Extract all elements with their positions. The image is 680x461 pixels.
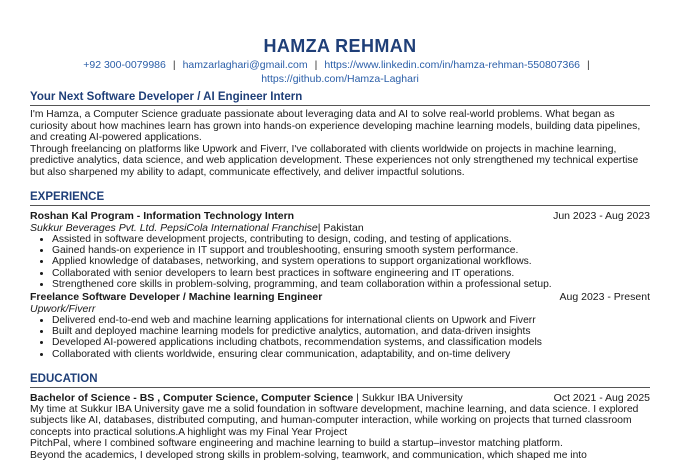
list-item: • Applied knowledge of databases, networking, and system operations to support organizational workflows. — [52, 256, 650, 267]
degree: Bachelor of Science - BS , Computer Science, Computer Science — [30, 391, 354, 404]
linkedin-link[interactable]: https://www.linkedin.com/in/hamza-rehman-550807366 — [324, 59, 581, 71]
candidate-name: HAMZA REHMAN — [263, 36, 417, 56]
education-title: EDUCATION — [30, 372, 650, 388]
list-item: • Gained hands-on experience in IT support and troubleshooting, ensuring smooth system performance. — [52, 245, 650, 256]
headline-title: Your Next Software Developer / AI Engineer Intern — [30, 90, 650, 106]
email-link[interactable]: hamzarlaghari@gmail.com — [182, 59, 308, 71]
education-entry — [30, 392, 650, 461]
job-org: Upwork/Fiverr — [30, 303, 96, 316]
list-item: • Collaborated with clients worldwide, ensuring clear communication, adaptability, and on-time delivery — [52, 349, 650, 360]
summary — [30, 109, 650, 178]
list-item: • Assisted in software development projects, contributing to design, coding, and testing of applications. — [52, 234, 650, 245]
separator: | — [172, 59, 176, 71]
education-paragraph: PitchPal, where I combined software engineering and machine learning to build a startup–investor matching platform. — [30, 438, 563, 450]
job-role: Roshan Kal Program - Information Technology Intern — [30, 210, 295, 222]
summary-paragraph: I'm Hamza, a Computer Science graduate passionate about leveraging data and AI to solve real-world problems. What began as curiosity about how machines learn has grown into hands-on experience developing machine learning models, building data pipelines, and creating AI-powered applications. — [30, 109, 641, 143]
job-bullets — [30, 234, 650, 290]
education-description — [30, 404, 650, 461]
separator: | — [314, 59, 318, 71]
summary-paragraph: Through freelancing on platforms like Upwork and Fiverr, I've collaborated with clients worldwide on projects in machine learning, predictive analytics, data science, and web application development. These experiences not only strengthened my technical expertise but also sharpened my ability to adapt, communicate effectively, and deliver impactful solutions. — [30, 143, 639, 178]
job-dates: Jun 2023 - Aug 2023 — [553, 210, 650, 222]
job-location: | Pakistan — [317, 222, 364, 234]
contact-line — [30, 58, 650, 86]
phone-number: +92 300-0079986 — [83, 59, 166, 71]
github-link[interactable]: https://github.com/Hamza-Laghari — [261, 73, 419, 85]
education-dates: Oct 2021 - Aug 2025 — [553, 391, 650, 404]
list-item: • Developed AI-powered applications including chatbots, recommendation systems, and classification models — [52, 337, 650, 348]
separator: | — [587, 59, 590, 71]
job-role: Freelance Software Developer / Machine learning Engineer — [30, 291, 323, 304]
education-paragraph: Beyond the academics, I developed strong skills in problem-solving, teamwork, and communication, which shaped me into — [30, 449, 587, 461]
list-item: • Delivered end-to-end web and machine learning applications for international clients on Upwork and Fiverr — [52, 315, 650, 326]
school: | Sukkur IBA University — [353, 391, 463, 404]
list-item: • Strengthened core skills in problem-solving, programming, and team collaboration within a professional setup. — [52, 279, 650, 290]
job-entry — [30, 291, 650, 360]
experience-title: EXPERIENCE — [30, 190, 650, 206]
job-dates: Aug 2023 - Present — [559, 291, 650, 304]
list-item: • Built and deployed machine learning models for predictive analytics, automation, and data-driven insights — [52, 326, 650, 337]
list-item: • Collaborated with senior developers to learn best practices in software engineering and IT operations. — [52, 268, 650, 279]
job-entry — [30, 210, 650, 290]
job-org: Sukkur Beverages Pvt. Ltd. PepsiCola International Franchise — [30, 222, 318, 234]
job-bullets — [30, 315, 650, 360]
education-paragraph: My time at Sukkur IBA University gave me a solid foundation in software development, machine learning, and data science. I explored subjects like AI, databases, distributed computing, and human-computer interaction, while working on projects that turned classroom concepts into practical solutions.A highlight was my Final Year Project — [30, 403, 639, 438]
